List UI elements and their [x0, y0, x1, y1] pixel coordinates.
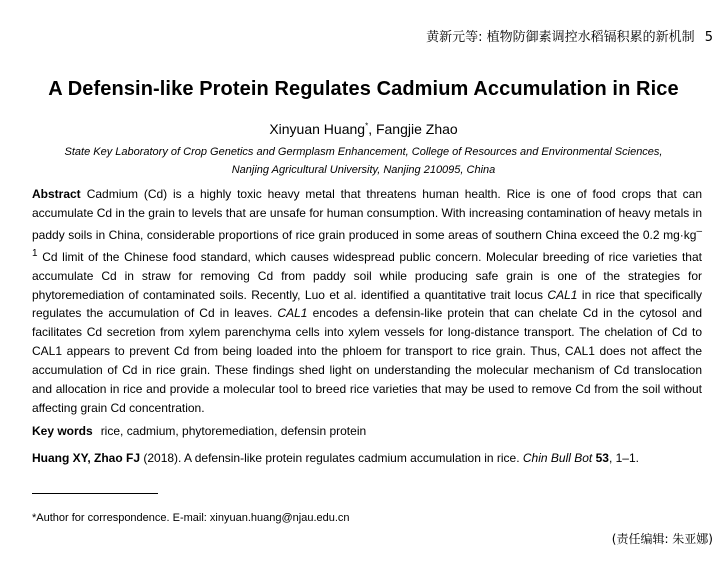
- article-title: A Defensin-like Protein Regulates Cadmium Accumulation in Rice: [48, 78, 679, 100]
- running-title: 黄新元等: 植物防御素调控水稻镉积累的新机制: [426, 30, 695, 45]
- correspondence-mark: *: [365, 121, 369, 131]
- abstract: [32, 185, 702, 418]
- author-name: Xinyuan Huang: [269, 121, 366, 137]
- unit-exponent: –1: [32, 225, 702, 259]
- author-name: Fangjie Zhao: [375, 121, 458, 137]
- affiliation: [0, 143, 727, 179]
- gene-name: CAL1: [547, 287, 578, 302]
- author-separator: ,: [368, 121, 376, 137]
- footnote-divider: [32, 493, 158, 494]
- gene-name: CAL1: [277, 306, 308, 321]
- keywords-label: Key words: [32, 424, 93, 438]
- keywords-text: rice, cadmium, phytoremediation, defensin protein: [100, 424, 367, 438]
- affiliation-line: Nanjing Agricultural University, Nanjing 210095, China: [231, 164, 496, 176]
- abstract-text: in rice that specifically regulates the accumulation of Cd in leaves.: [32, 287, 702, 321]
- citation-text: (2018). A defensin-like protein regulates cadmium accumulation in rice.: [140, 451, 523, 465]
- footnote: [32, 512, 350, 524]
- abstract-text: encodes a defensin-like protein that can chelate Cd in the cytosol and facilitates Cd secretion from xylem parenchyma cells into xylem vessels for long-distance transport. The chelation of Cd to CAL1 appears to prevent Cd from being loaded into the phloem for transport to rice grain. Thus, CAL1 does not affect the accumulation of Cd in rice grain. These findings shed light on understanding the molecular mechanism of Cd translocation and allocation in rice and provide a molecular tool to breed rice varieties that may be used to remove Cd from the soil without affecting grain Cd concentration.: [32, 306, 702, 415]
- keywords: [32, 424, 702, 438]
- footnote-text: Author for correspondence. E-mail: xinyuan.huang@njau.edu.cn: [36, 512, 350, 524]
- citation-journal: Chin Bull Bot: [522, 451, 593, 465]
- citation: [32, 451, 702, 465]
- citation-authors: Huang XY, Zhao FJ: [32, 451, 141, 465]
- responsible-editor: (责任编辑: 朱亚娜): [611, 532, 713, 546]
- footnote-mark: *: [32, 512, 37, 524]
- abstract-label: Abstract: [32, 187, 81, 201]
- author-list: [0, 121, 727, 137]
- affiliation-line: State Key Laboratory of Crop Genetics and Germplasm Enhancement, College of Resources and Environmental Sciences,: [64, 146, 663, 158]
- citation-volume: 53: [595, 451, 609, 465]
- abstract-text: Cadmium (Cd) is a highly toxic heavy metal that threatens human health. Rice is one of food crops that can accumulate Cd in the grain to levels that are unsafe for human consumption. With increasing contamination of heavy metals in paddy soils in China, considerable proportions of rice grain produced in some areas of southern China exceed the 0.2 mg·kg: [32, 187, 702, 242]
- running-header: [426, 26, 713, 45]
- page-number: 5: [704, 30, 713, 45]
- citation-pages: , 1–1.: [608, 451, 639, 465]
- abstract-text: Cd limit of the Chinese food standard, which causes widespread public concern. Molecular breeding of rice varieties that accumulate Cd in straw for removing Cd from paddy soil while producing safe grain is one of the strategies for phytoremediation of contaminated soils. Recently, Luo et al. identified a quantitative trait locus: [32, 249, 702, 302]
